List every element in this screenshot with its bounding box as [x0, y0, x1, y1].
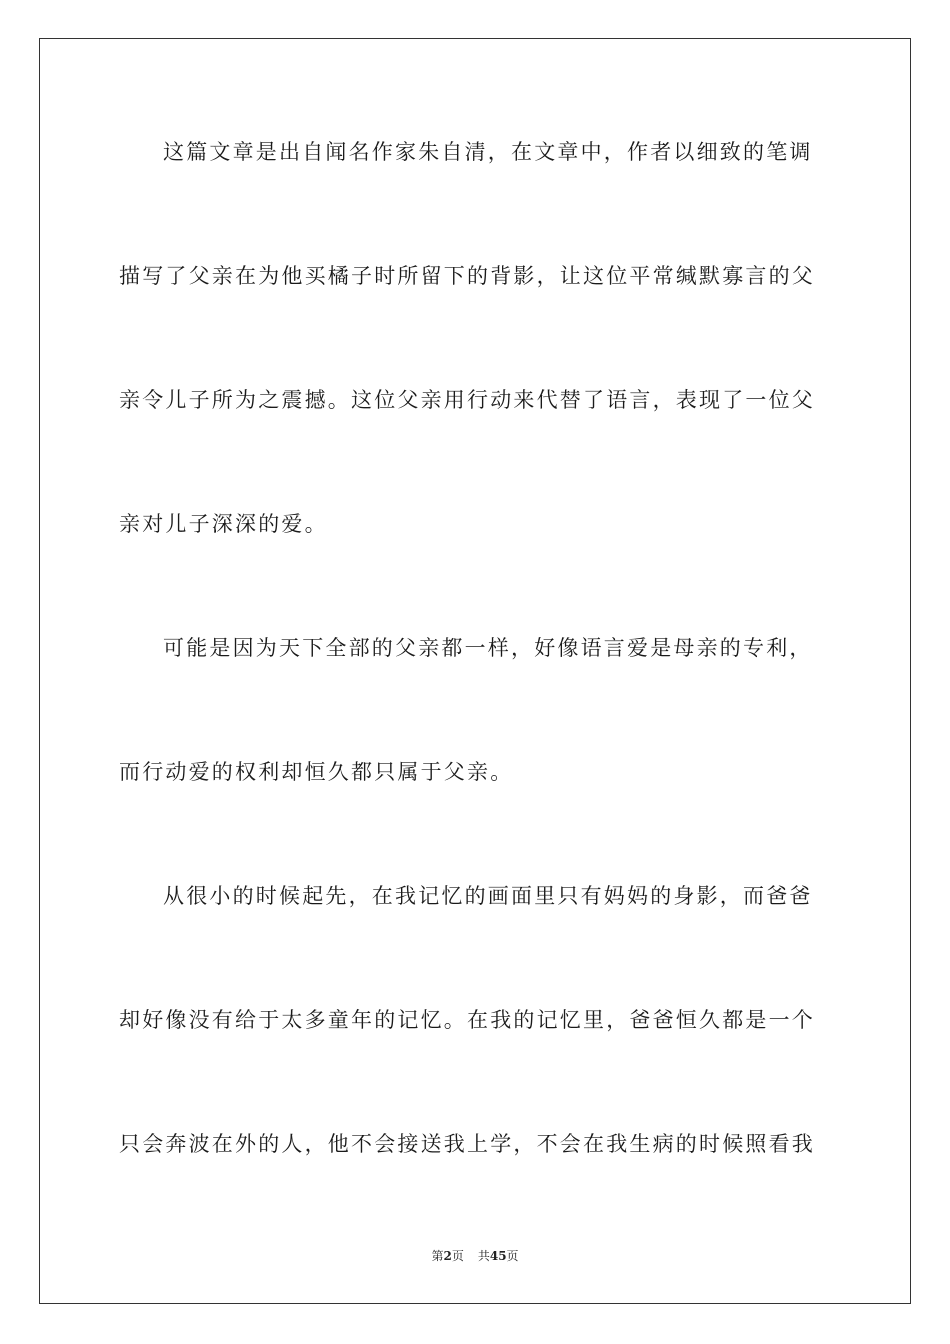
paragraph-1-line-3: 亲令儿子所为之震撼。这位父亲用行动来代替了语言，表现了一位父: [119, 388, 815, 412]
paragraph-1-line-2: 描写了父亲在为他买橘子时所留下的背影，让这位平常缄默寡言的父: [119, 264, 815, 288]
page-label-suffix: 页: [451, 1249, 464, 1263]
page-border: [39, 38, 911, 1304]
paragraph-2-line-1: 可能是因为天下全部的父亲都一样，好像语言爱是母亲的专利，: [163, 636, 813, 660]
paragraph-3-line-3: 只会奔波在外的人，他不会接送我上学，不会在我生病的时候照看我: [119, 1132, 815, 1156]
total-page-count: 45: [489, 1249, 507, 1263]
paragraph-1-line-1: 这篇文章是出自闻名作家朱自清，在文章中，作者以细致的笔调: [163, 140, 813, 164]
page-label-prefix: 第: [431, 1249, 444, 1263]
total-label-suffix: 页: [506, 1249, 519, 1263]
page-footer: [0, 1247, 950, 1264]
paragraph-3-line-2: 却好像没有给于太多童年的记忆。在我的记忆里，爸爸恒久都是一个: [119, 1008, 815, 1032]
total-label-prefix: 共: [477, 1249, 490, 1263]
current-page-number: 2: [443, 1249, 452, 1263]
paragraph-1-line-4: 亲对儿子深深的爱。: [119, 512, 328, 536]
paragraph-2-line-2: 而行动爱的权利却恒久都只属于父亲。: [119, 760, 514, 784]
paragraph-3-line-1: 从很小的时候起先，在我记忆的画面里只有妈妈的身影，而爸爸: [163, 884, 813, 908]
